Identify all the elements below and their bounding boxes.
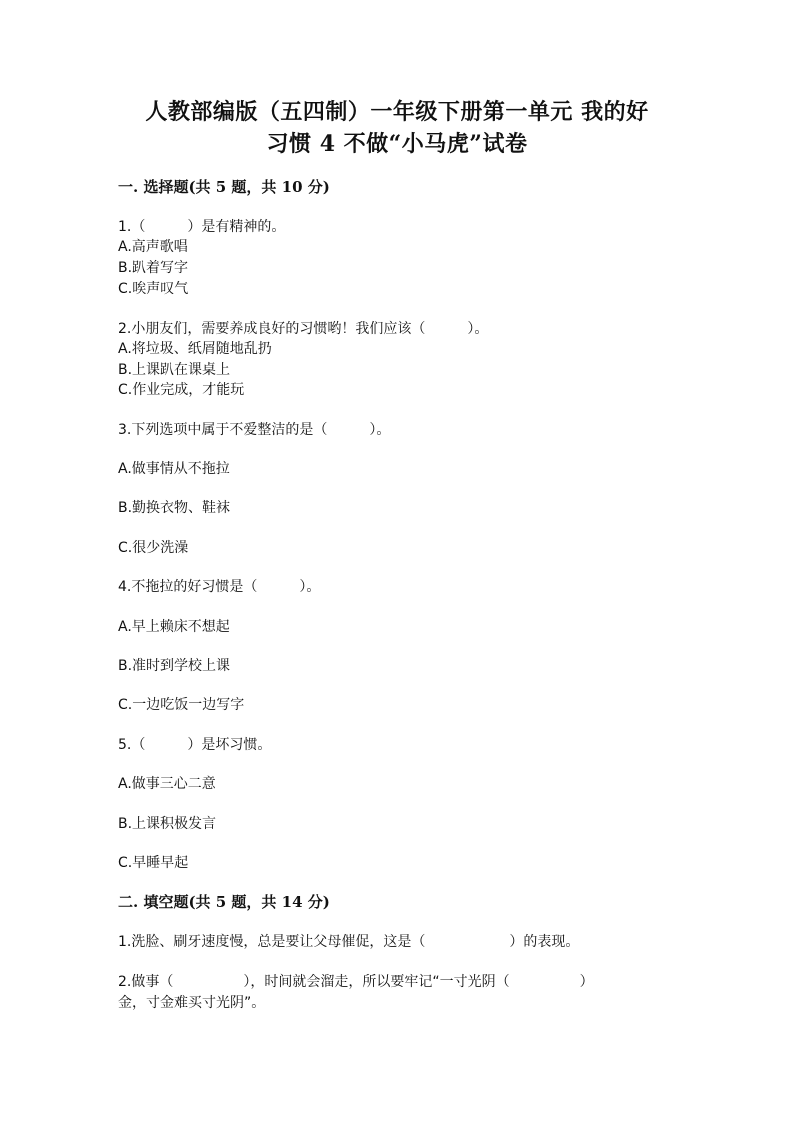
- question-5-option-c: C.早睡早起: [118, 855, 189, 871]
- document-title-line-1: 人教部编版（五四制）一年级下册第一单元 我的好: [145, 99, 649, 125]
- question-4-stem: 4.不拖拉的好习惯是（ ）。: [118, 579, 321, 595]
- question-5-option-b: B.上课积极发言: [118, 816, 217, 832]
- section-1-heading: 一. 选择题(共 5 题，共 10 分): [118, 178, 330, 196]
- question-1-stem: 1.（ ）是有精神的。: [118, 219, 286, 235]
- fill-question-1: 1.洗脸、刷牙速度慢，总是要让父母催促，这是（ ）的表现。: [118, 934, 580, 950]
- fill-question-2-line-2: 金，寸金难买寸光阴”。: [118, 995, 266, 1011]
- question-2-option-c: C.作业完成，才能玩: [118, 382, 245, 398]
- question-2-option-b: B.上课趴在课桌上: [118, 362, 231, 378]
- question-1-option-b: B.趴着写字: [118, 260, 189, 276]
- question-3-option-a: A.做事情从不拖拉: [118, 461, 230, 477]
- question-4-option-b: B.准时到学校上课: [118, 658, 231, 674]
- question-1-option-a: A.高声歌唱: [118, 239, 188, 255]
- section-2-heading: 二. 填空题(共 5 题，共 14 分): [118, 893, 330, 911]
- question-3-stem: 3.下列选项中属于不爱整洁的是（ ）。: [118, 422, 391, 438]
- question-5-option-a: A.做事三心二意: [118, 776, 216, 792]
- question-2-stem: 2.小朋友们，需要养成良好的习惯哟！我们应该（ ）。: [118, 321, 489, 337]
- question-4-option-c: C.一边吃饭一边写字: [118, 697, 245, 713]
- question-3-option-c: C.很少洗澡: [118, 540, 189, 556]
- question-1-option-c: C.唉声叹气: [118, 281, 189, 297]
- document-title-line-2: 习惯 4 不做“小马虎”试卷: [266, 131, 528, 157]
- question-3-option-b: B.勤换衣物、鞋袜: [118, 500, 231, 516]
- question-5-stem: 5.（ ）是坏习惯。: [118, 737, 272, 753]
- question-4-option-a: A.早上赖床不想起: [118, 619, 230, 635]
- fill-question-2-line-1: 2.做事（ ），时间就会溜走，所以要牢记“一寸光阴（ ）: [118, 974, 594, 990]
- question-2-option-a: A.将垃圾、纸屑随地乱扔: [118, 341, 272, 357]
